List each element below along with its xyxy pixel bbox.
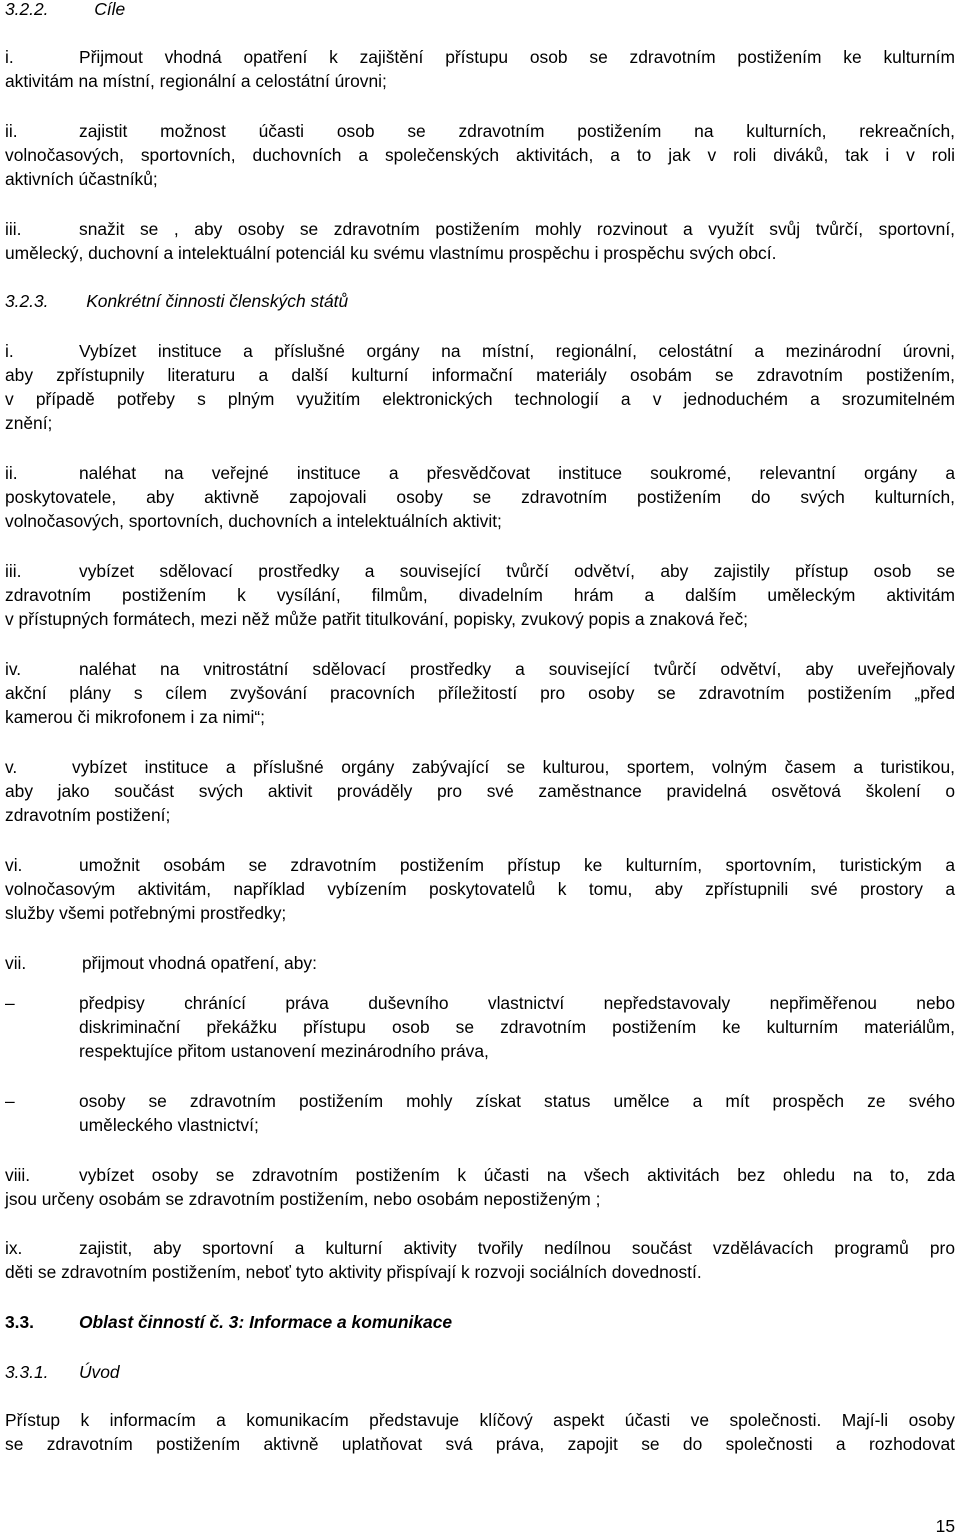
list-item-line: aby zpřístupnily literaturu a další kulturní informační materiály osobám se zdravotním postižením, (5, 365, 955, 385)
list-item-line: uměleckého vlastnictví; (79, 1115, 259, 1135)
section-heading-3-2-2 (5, 0, 125, 21)
list-marker: iv. (5, 659, 22, 679)
list-item-line: umožnit osobám se zdravotním postižením přístup ke kulturním, sportovním, turistickým a (79, 855, 955, 875)
section-number: 3.2.2. (5, 0, 49, 19)
list-item-line: děti se zdravotním postižením, neboť tyto aktivity přispívají k rozvoji sociálních dovedností. (5, 1262, 702, 1282)
list-item-line: kamerou či mikrofonem i za nimi“; (5, 707, 265, 727)
list-item-line: umělecký, duchovní a intelektuální potenciál ku svému vlastnímu prospěchu i prospěchu svých obcí. (5, 243, 777, 263)
section-title: Konkrétní činnosti členských států (86, 291, 349, 311)
section-number: 3.2.3. (5, 291, 49, 311)
list-item-line: volnočasovým aktivitám, například vybízením poskytovatelů k tomu, aby zpřístupnili své prostory a (5, 879, 955, 899)
section-number: 3.3. (5, 1312, 35, 1332)
list-item-line: vybízet sdělovací prostředky a související tvůrčí odvětví, aby zajistily přístup osob se (79, 561, 955, 581)
list-marker: ix. (5, 1238, 23, 1258)
section-title: Cíle (94, 0, 126, 19)
dash-marker: – (5, 993, 15, 1013)
list-marker: v. (5, 757, 18, 777)
paragraph-line: Přístup k informacím a komunikacím představuje klíčový aspekt účasti ve společnosti. Mají-li osoby (5, 1410, 955, 1430)
list-item-line: respektujíce přitom ustanovení mezinárodního práva, (79, 1041, 489, 1061)
list-item-line: v přístupných formátech, mezi něž může patřit titulkování, popisky, zvukový popis a znaková řeč; (5, 609, 748, 629)
list-item-line: vybízet instituce a příslušné orgány zabývající se kulturou, sportem, volným časem a turistikou, (72, 757, 955, 777)
list-item-line: aby jako součást svých aktivit prováděly pro své zaměstnance pravidelná osvětová školení o (5, 781, 955, 801)
list-item-line: Vybízet instituce a příslušné orgány na místní, regionální, celostátní a mezinárodní úrovni, (79, 341, 955, 361)
list-item-line: snažit se , aby osoby se zdravotním postižením mohly rozvinout a využít svůj tvůrčí, sportovní, (79, 219, 955, 239)
list-item-line: volnočasových, sportovních, duchovních a intelektuálních aktivit; (5, 511, 502, 531)
list-item-line: přijmout vhodná opatření, aby: (82, 953, 317, 973)
section-heading-3-3-1: Úvod (79, 1362, 120, 1382)
list-item-line: v případě potřeby s plným využitím elektronických technologií a v jednoduchém a srozumitelném (5, 389, 955, 409)
list-item-line: znění; (5, 413, 53, 433)
list-item-line: naléhat na veřejné instituce a přesvědčovat instituce soukromé, relevantní orgány a (79, 463, 955, 483)
list-marker: vii. (5, 953, 27, 973)
list-item-line: služby všemi potřebnými prostředky; (5, 903, 287, 923)
paragraph-line: se zdravotním postižením aktivně uplatňovat svá práva, zapojit se do společnosti a rozhodovat (5, 1434, 955, 1454)
list-marker: iii. (5, 219, 22, 239)
list-marker: i. (5, 341, 14, 361)
list-item-line: zajistit, aby sportovní a kulturní aktivity tvořily nedílnou součást vzdělávacích programů pro (79, 1238, 955, 1258)
section-number: 3.3.1. (5, 1362, 49, 1382)
list-item-line: aktivních účastníků; (5, 169, 158, 189)
list-item-line: naléhat na vnitrostátní sdělovací prostředky a související tvůrčí odvětví, aby uveřejňovaly (79, 659, 955, 679)
list-item-line: předpisy chránící práva duševního vlastnictví nepředstavovaly nepřiměřenou nebo (79, 993, 955, 1013)
section-heading-3-2-3 (5, 289, 348, 313)
list-marker: viii. (5, 1165, 31, 1185)
page-number: 15 (935, 1516, 955, 1536)
list-item-line: diskriminační překážku přístupu osob se zdravotním postižením ke kulturním materiálům, (79, 1017, 955, 1037)
list-marker: ii. (5, 463, 18, 483)
list-item-line: akční plány s cílem zvyšování pracovních příležitostí pro osoby se zdravotním postižením „před (5, 683, 955, 703)
list-item-line: osoby se zdravotním postižením mohly získat status umělce a mít prospěch ze svého (79, 1091, 955, 1111)
section-heading-3-3: Oblast činností č. 3: Informace a komunikace (79, 1312, 453, 1332)
list-marker: ii. (5, 121, 18, 141)
list-item-line: poskytovatele, aby aktivně zapojovali osoby se zdravotním postižením do svých kulturních, (5, 487, 955, 507)
list-marker: iii. (5, 561, 22, 581)
list-item-line: jsou určeny osobám se zdravotním postižením, nebo osobám nepostiženým ; (5, 1189, 601, 1209)
list-item-line: zdravotním postižením k vysílání, filmům, divadelním hrám a dalším uměleckým aktivitám (5, 585, 955, 605)
list-item-line: zdravotním postižení; (5, 805, 171, 825)
dash-marker: – (5, 1091, 15, 1111)
list-item-line: volnočasových, sportovních, duchovních a společenských aktivitách, a to jak v roli diváků, tak i v roli (5, 145, 955, 165)
list-marker: vi. (5, 855, 23, 875)
list-item-line: Přijmout vhodná opatření k zajištění přístupu osob se zdravotním postižením ke kulturním (79, 47, 955, 67)
list-item-line: zajistit možnost účasti osob se zdravotním postižením na kulturních, rekreačních, (79, 121, 955, 141)
list-item-line: aktivitám na místní, regionální a celostátní úrovni; (5, 71, 387, 91)
list-marker: i. (5, 47, 14, 67)
list-item-line: vybízet osoby se zdravotním postižením k účasti na všech aktivitách bez ohledu na to, zda (79, 1165, 955, 1185)
